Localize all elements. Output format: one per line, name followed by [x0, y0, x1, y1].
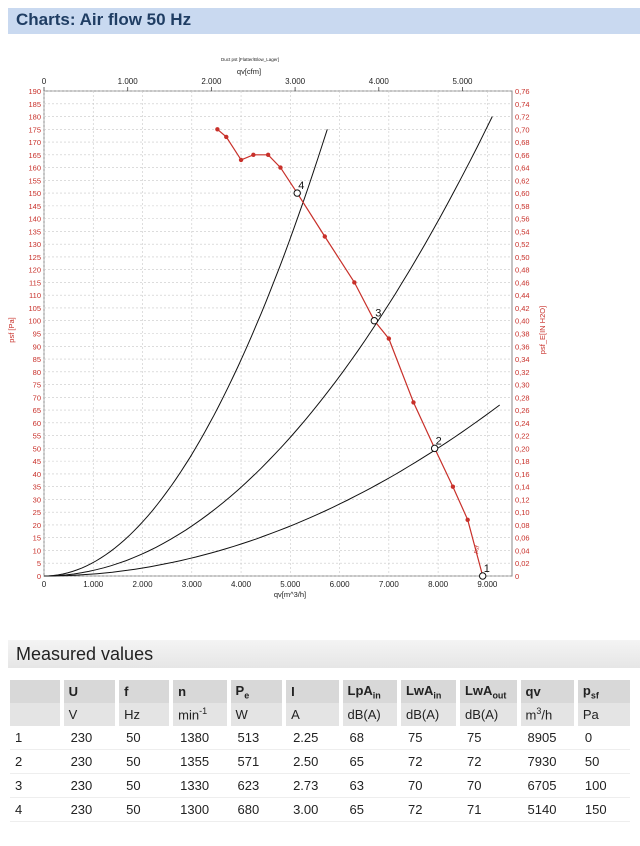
col-header-10: $p_{sf}$	[576, 680, 630, 703]
y-left-tick-label: 165	[28, 150, 41, 160]
y-right-tick-label: 0,60	[515, 189, 530, 199]
table-cell: 50	[117, 726, 171, 750]
x-top-tick-label: 5.000	[452, 77, 473, 86]
y-right-tick-label: 0,46	[515, 278, 530, 288]
y-right-tick-label: 0,14	[515, 482, 530, 492]
col-header-9: qv	[519, 680, 576, 703]
unit-cell-4: W	[229, 703, 285, 726]
y-left-tick-label: 135	[28, 227, 41, 237]
table-cell: 7930	[519, 750, 576, 774]
x-top-tick-label: 1.000	[117, 77, 138, 86]
x-bottom-tick-label: 3.000	[181, 580, 202, 589]
y-left-tick-label: 180	[28, 112, 41, 122]
y-left-tick-label: 100	[28, 316, 41, 326]
table-cell: 50	[117, 750, 171, 774]
table-cell: 100	[576, 774, 630, 798]
air-flow-chart	[0, 40, 640, 610]
y-right-tick-label: 0,24	[515, 418, 530, 428]
table-cell: 68	[341, 726, 399, 750]
col-header-1: U	[62, 680, 118, 703]
table-cell: 70	[458, 774, 519, 798]
x-top-tick-label: 4.000	[368, 77, 389, 86]
y-right-tick-label: 0,38	[515, 329, 530, 339]
table-body	[10, 726, 630, 822]
y-left-tick-label: 125	[28, 252, 41, 262]
table-row	[10, 798, 630, 822]
unit-cell-10: Pa	[576, 703, 630, 726]
table-cell: 230	[62, 750, 118, 774]
unit-cell-5: A	[284, 703, 340, 726]
table-cell: 6705	[519, 774, 576, 798]
table-cell: 63	[341, 774, 399, 798]
y-right-tick-label: 0,12	[515, 495, 530, 505]
fan-curve-point	[251, 153, 255, 157]
unit-cell-6: dB(A)	[341, 703, 399, 726]
y-left-tick-label: 5	[36, 559, 41, 569]
table-row	[10, 726, 630, 750]
x-bottom-tick-label: 8.000	[428, 580, 449, 589]
operating-point-label: 3	[375, 307, 382, 320]
y-left-tick-label: 155	[28, 176, 41, 186]
y-left-tick-label: 105	[28, 303, 41, 313]
y-right-tick-label: 0,36	[515, 342, 530, 352]
y-right-tick-label: 0,28	[515, 393, 530, 403]
y-right-tick-label: 0,48	[515, 265, 530, 275]
y-right-tick-label: 0,34	[515, 355, 530, 365]
y-left-tick-label: 160	[28, 163, 41, 173]
y-left-tick-label: 150	[28, 189, 41, 199]
fan-curve-point	[239, 158, 243, 162]
y-left-tick-label: 10	[32, 546, 41, 556]
table-cell: 3	[10, 774, 62, 798]
y-right-tick-label: 0,54	[515, 227, 530, 237]
y-left-tick-label: 45	[32, 457, 41, 467]
unit-cell-8: dB(A)	[458, 703, 519, 726]
x-bottom-tick-label: 4.000	[231, 580, 252, 589]
y-right-tick-label: 0,32	[515, 367, 530, 377]
y-left-tick-label: 120	[28, 265, 41, 275]
table-cell: 150	[576, 798, 630, 822]
fan-curve-end-label: psf	[472, 545, 482, 555]
x-bottom-tick-label: 0	[41, 580, 47, 589]
table-cell: 1355	[171, 750, 228, 774]
fan-curve-point	[323, 234, 327, 238]
col-header-7: LwA$_{in}$	[399, 680, 458, 703]
y-right-tick-label: 0,68	[515, 138, 530, 148]
y-right-tick-label: 0,72	[515, 112, 530, 122]
col-header-5: I	[284, 680, 340, 703]
y-left-tick-label: 130	[28, 240, 41, 250]
x-bottom-tick-label: 6.000	[329, 580, 350, 589]
y-left-tick-label: 75	[32, 380, 41, 390]
fan-curve-point	[451, 484, 455, 488]
table-row	[10, 774, 630, 798]
table-row	[10, 750, 630, 774]
y-right-tick-label: 0,64	[515, 163, 530, 173]
fan-curve-point	[411, 400, 415, 404]
y-left-tick-label: 170	[28, 138, 41, 148]
table-cell: 230	[62, 726, 118, 750]
unit-cell-7: dB(A)	[399, 703, 458, 726]
y-left-tick-label: 35	[32, 482, 41, 492]
col-header-8: LwA$_{out}$	[458, 680, 519, 703]
y-right-tick-label: 0,42	[515, 303, 530, 313]
y-right-tick-label: 0,10	[515, 508, 530, 518]
table-cell: 75	[399, 726, 458, 750]
fan-curve-point	[352, 280, 356, 284]
y-left-tick-label: 65	[32, 406, 41, 416]
table-cell: 3.00	[284, 798, 340, 822]
y-left-tick-label: 145	[28, 201, 41, 211]
col-header-0	[10, 680, 62, 703]
y-left-tick-label: 40	[32, 469, 41, 479]
y-right-tick-label: 0	[515, 572, 520, 581]
title-bar	[8, 8, 640, 34]
y-left-tick-label: 0	[36, 572, 41, 581]
table-cell: 0	[576, 726, 630, 750]
measured-values-heading: Measured values	[16, 644, 154, 664]
table-cell: 75	[458, 726, 519, 750]
operating-point-label: 2	[435, 435, 442, 448]
table-cell: 1	[10, 726, 62, 750]
y-left-tick-label: 175	[28, 125, 41, 135]
y-left-tick-label: 80	[32, 367, 41, 377]
table-cell: 1300	[171, 798, 228, 822]
table-cell: 50	[576, 750, 630, 774]
x-bottom-tick-label: 1.000	[83, 580, 104, 589]
y-right-tick-label: 0,74	[515, 99, 530, 109]
table-cell: 72	[458, 750, 519, 774]
table-header-row	[10, 680, 630, 703]
y-right-tick-label: 0,76	[515, 87, 530, 96]
table-cell: 72	[399, 750, 458, 774]
fan-curve-point	[387, 336, 391, 340]
x-bottom-axis-label: qv[m^3/h]	[273, 590, 307, 599]
x-bottom-tick-label: 2.000	[132, 580, 153, 589]
page-title: Charts: Air flow 50 Hz	[16, 10, 192, 29]
y-left-tick-label: 110	[29, 291, 41, 301]
table-cell: 513	[229, 726, 285, 750]
x-bottom-tick-label: 7.000	[378, 580, 399, 589]
y-left-tick-label: 50	[32, 444, 41, 454]
table-cell: 680	[229, 798, 285, 822]
fan-curve-point	[465, 518, 469, 522]
y-left-tick-label: 70	[32, 393, 41, 403]
table-cell: 50	[117, 774, 171, 798]
table-cell: 70	[399, 774, 458, 798]
table-cell: 4	[10, 798, 62, 822]
table-cell: 230	[62, 798, 118, 822]
measured-values-table	[10, 680, 630, 822]
y-left-tick-label: 30	[32, 495, 41, 505]
y-left-axis-label: psf [Pa]	[7, 317, 16, 343]
table-cell: 8905	[519, 726, 576, 750]
unit-cell-0	[10, 703, 62, 726]
y-left-tick-label: 85	[32, 355, 41, 365]
fan-curve-point	[224, 135, 228, 139]
operating-point-label: 1	[483, 563, 490, 575]
x-top-tick-label: 3.000	[285, 77, 306, 86]
fan-curve-point	[266, 153, 270, 157]
table-units-row	[10, 703, 630, 726]
y-right-tick-label: 0,56	[515, 214, 530, 224]
unit-cell-3: $\min^{-1}$	[171, 703, 228, 726]
x-bottom-tick-label: 9.000	[477, 580, 498, 589]
y-left-tick-label: 185	[28, 99, 41, 109]
y-left-tick-label: 95	[32, 329, 41, 339]
col-header-2: f	[117, 680, 171, 703]
table-cell: 571	[229, 750, 285, 774]
y-right-tick-label: 0,44	[515, 291, 530, 301]
table-cell: 5140	[519, 798, 576, 822]
y-left-tick-label: 55	[32, 431, 41, 441]
y-right-axis-label: psf_E[IN H2O]	[538, 305, 547, 355]
table-cell: 65	[341, 798, 399, 822]
y-left-tick-label: 190	[28, 87, 41, 96]
table-cell: 623	[229, 774, 285, 798]
y-right-tick-label: 0,16	[515, 469, 530, 479]
operating-point-label: 4	[298, 180, 305, 193]
table-cell: 65	[341, 750, 399, 774]
y-right-tick-label: 0,22	[515, 431, 530, 441]
y-right-tick-label: 0,04	[515, 546, 530, 556]
col-header-6: LpA$_{in}$	[341, 680, 399, 703]
y-right-tick-label: 0,26	[515, 406, 530, 416]
col-header-3: n	[171, 680, 228, 703]
table-cell: 2	[10, 750, 62, 774]
y-right-tick-label: 0,20	[515, 444, 530, 454]
table-cell: 1330	[171, 774, 228, 798]
y-right-tick-label: 0,40	[515, 316, 530, 326]
fan-curve-point	[215, 127, 219, 131]
y-right-tick-label: 0,66	[515, 150, 530, 160]
table-cell: 2.73	[284, 774, 340, 798]
x-top-tick-label: 0	[41, 77, 47, 86]
y-left-tick-label: 25	[32, 508, 41, 518]
measured-values-bar	[8, 640, 640, 668]
y-right-tick-label: 0,58	[515, 201, 530, 211]
y-right-tick-label: 0,02	[515, 559, 530, 569]
fan-curve-point	[278, 165, 282, 169]
y-right-tick-label: 0,06	[515, 533, 530, 543]
y-right-tick-label: 0,30	[515, 380, 530, 390]
y-left-tick-label: 90	[32, 342, 41, 352]
col-header-4: $P_e$	[229, 680, 285, 703]
y-right-tick-label: 0,50	[515, 252, 530, 262]
y-left-tick-label: 140	[28, 214, 41, 224]
unit-cell-9: $m^3/h$	[519, 703, 576, 726]
y-right-tick-label: 0,62	[515, 176, 530, 186]
y-left-tick-label: 15	[32, 533, 41, 543]
unit-cell-1: V	[62, 703, 118, 726]
table-cell: 2.25	[284, 726, 340, 750]
table-cell: 72	[399, 798, 458, 822]
table-cell: 50	[117, 798, 171, 822]
x-top-tick-label: 2.000	[201, 77, 222, 86]
x-top-axis-label: qv[cfm]	[236, 67, 262, 76]
table-cell: 230	[62, 774, 118, 798]
table-cell: 2.50	[284, 750, 340, 774]
chart-tiny-title: Duct pst [Flatter/Blow_Lager]	[220, 57, 280, 62]
table-cell: 71	[458, 798, 519, 822]
y-left-tick-label: 115	[29, 278, 41, 288]
y-left-tick-label: 20	[32, 520, 41, 530]
unit-cell-2: Hz	[117, 703, 171, 726]
x-bottom-tick-label: 5.000	[280, 580, 301, 589]
y-right-tick-label: 0,18	[515, 457, 530, 467]
y-right-tick-label: 0,08	[515, 520, 530, 530]
y-right-tick-label: 0,70	[515, 125, 530, 135]
y-left-tick-label: 60	[32, 418, 41, 428]
table-cell: 1380	[171, 726, 228, 750]
y-right-tick-label: 0,52	[515, 240, 530, 250]
